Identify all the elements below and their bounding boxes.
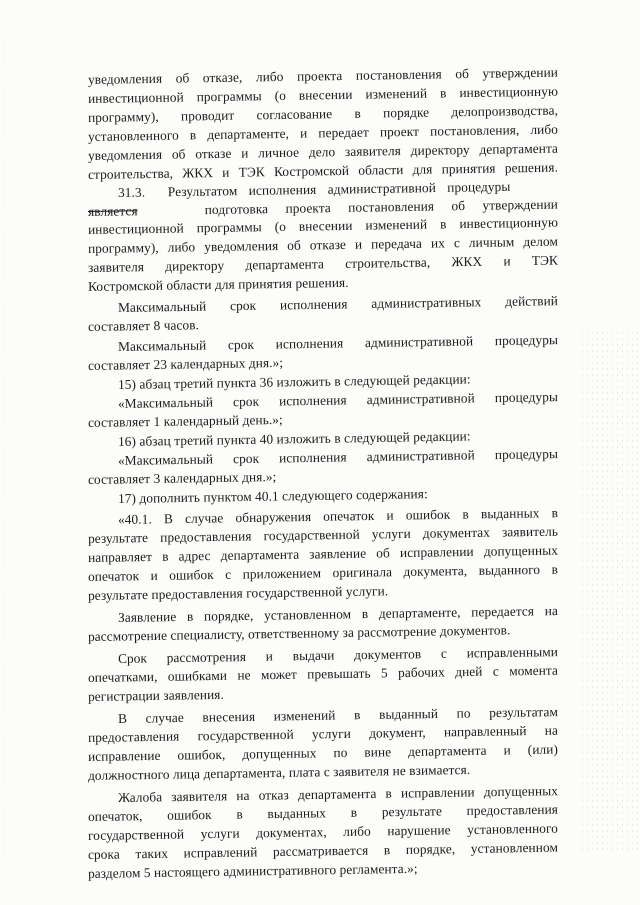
text-line: Заявление в порядке, установленном в департаменте, передается на <box>117 603 559 625</box>
text-line: составляет 3 календарных дня.»; <box>87 469 277 487</box>
text-line: программу), проводит согласование в порядке делопроизводства, <box>87 102 559 125</box>
text-line: результате предоставления государственной услуги. <box>87 583 389 603</box>
text-line: Максимальный срок исполнения административной процедуры <box>117 332 559 354</box>
text-line: предоставления государственной услуги документ, направленный на <box>87 722 559 745</box>
struck-word: является <box>87 203 138 219</box>
text-line: «Максимальный срок исполнения административной процедуры <box>117 389 559 411</box>
text-line: уведомления об отказе и личное дело заявителя директору департамента <box>87 140 559 163</box>
text-line: опечаток, ошибок в выданных в результате предоставления <box>87 801 559 824</box>
scan-noise <box>580 330 640 850</box>
clause-number: 31.3. <box>117 184 146 200</box>
text-line: В случае внесения изменений в выданный по результатам <box>117 704 559 726</box>
text-line: составляет 8 часов. <box>87 317 200 334</box>
text-line: инвестиционной программы (о внесении изменений в инвестиционную <box>87 214 559 237</box>
text-line: «Максимальный срок исполнения административной процедуры <box>117 446 559 468</box>
text-line: «40.1. В случае обнаружения опечаток и ошибок в выданных в <box>117 505 559 527</box>
text-line: срока таких исправлений рассматривается в порядке, установленном <box>87 839 559 862</box>
text-line: составляет 23 календарных дня.»; <box>87 354 284 373</box>
clause-text: Результатом исполнения административной процедуры <box>167 178 511 200</box>
text-line-rest: подготовка проекта постановления об утверждении <box>204 196 559 218</box>
text-line: опечатками, ошибками не может превышать 5 рабочих дней с момента <box>87 662 559 685</box>
text-line: рассмотрение специалисту, ответственному за рассмотрение документов. <box>87 622 511 644</box>
text-line: должностного лица департамента, плата с заявителя не взимается. <box>87 761 471 783</box>
text-line: 16) абзац третий пункта 40 изложить в следующей редакции: <box>117 428 471 449</box>
text-line: строительства, ЖКХ и ТЭК Костромской области для принятия решения. <box>87 159 559 182</box>
text-line: государственной услуги документах, либо нарушение установленного <box>87 820 559 843</box>
text-line: Жалоба заявителя на отказ департамента в исправлении допущенных <box>117 783 559 805</box>
text-line: 17) дополнить пунктом 40.1 следующего содержания: <box>117 486 428 506</box>
text-line: 15) абзац третий пункта 36 изложить в следующей редакции: <box>117 371 471 392</box>
text-line: Костромской области для принятия решения. <box>87 274 349 294</box>
text-line: инвестиционной программы (о внесении изменений в инвестиционную <box>87 83 559 106</box>
text-line: исправление ошибок, допущенных по вине департамента и (или) <box>87 741 559 764</box>
text-line: направляет в адрес департамента заявление об исправлении допущенных <box>87 542 559 565</box>
text-line: результате предоставления государственной услуги документах заявитель <box>87 523 559 546</box>
text-line: разделом 5 настоящего административного регламента.»; <box>87 860 418 881</box>
text-line: заявителя директору департамента строительства, ЖКХ и ТЭК <box>87 252 559 275</box>
text-line: Срок рассмотрения и выдачи документов с исправленными <box>117 644 559 666</box>
scan-noise-left <box>0 40 20 860</box>
text-line: установленного в департаменте, и передает проект постановления, либо <box>87 121 559 144</box>
text-line: программу), либо уведомления об отказе и передача их с личным делом <box>87 233 559 256</box>
text-line: опечаток и ошибок с приложением оригинала документа, выданного в <box>87 561 559 584</box>
text-line: уведомления об отказе, либо проекта постановления об утверждении <box>87 64 559 87</box>
text-line: Максимальный срок исполнения административных действий <box>117 293 559 315</box>
text-line: составляет 1 календарный день.»; <box>87 411 283 430</box>
text-line: регистрации заявления. <box>87 686 224 704</box>
